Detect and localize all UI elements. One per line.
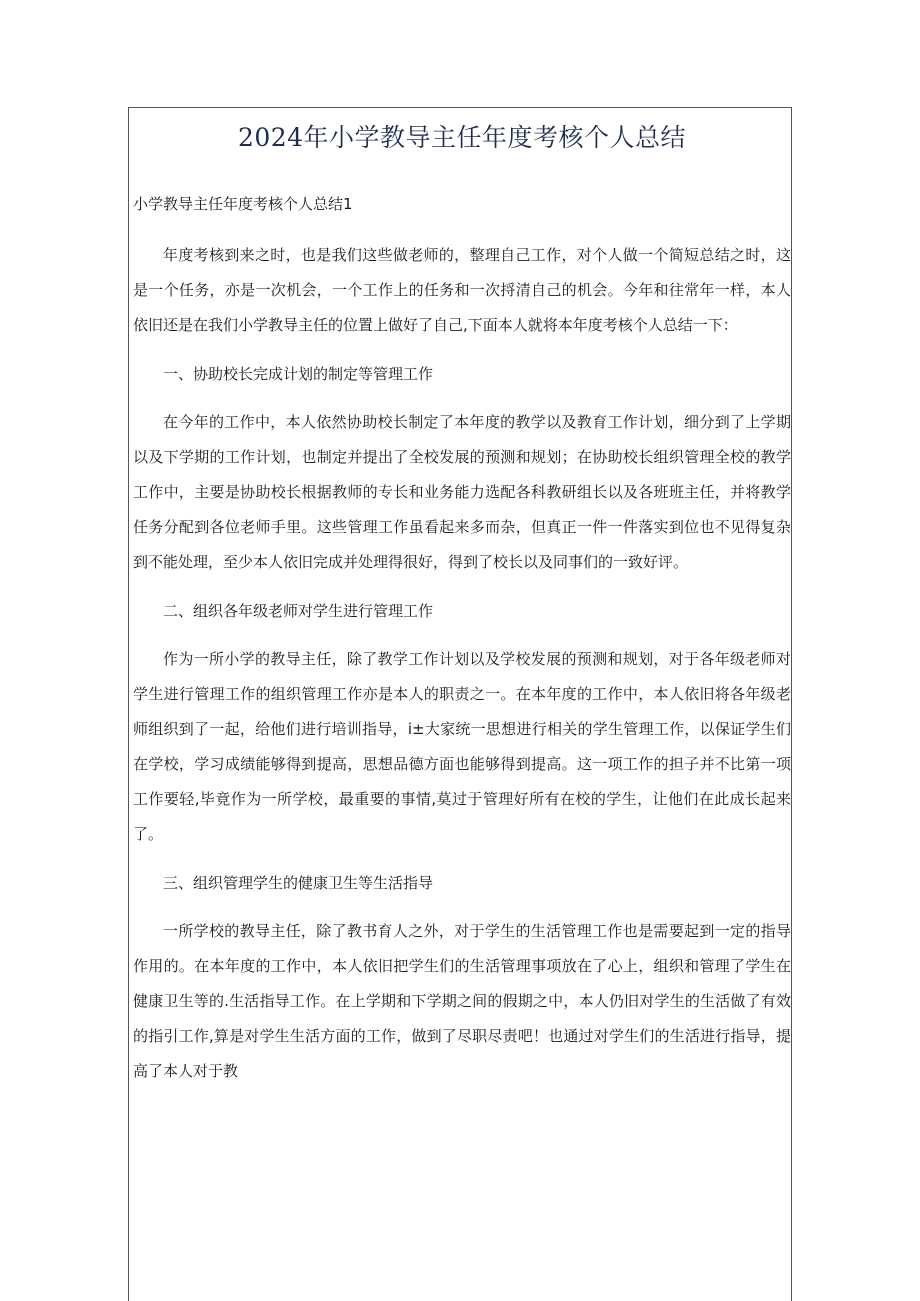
- section-2-body: 作为一所小学的教导主任，除了教学工作计划以及学校发展的预测和规划，对于各年级老师对学生进行管理工作的组织管理工作亦是本人的职责之一。在本年度的工作中，本人依旧将各年级老师组织到了一起，给他们进行培训指导，i±大家统一思想进行相关的学生管理工作，以保证学生们在学校，学习成绩能够得到提高，思想品德方面也能够得到提高。这一项工作的担子并不比第一项工作要轻,毕竟作为一所学校，最重要的事情,莫过于管理好所有在校的学生，让他们在此成长起来了。: [133, 650, 791, 843]
- section-3-body: 一所学校的教导主任，除了教书育人之外，对于学生的生活管理工作也是需要起到一定的指导作用的。在本年度的工作中，本人依旧把学生们的生活管理事项放在了心上，组织和管理了学生在健康卫生等的.生活指导工作。在上学期和下学期之间的假期之中，本人仍旧对学生的生活做了有效的指引工作,算是对学生生活方面的工作，做到了尽职尽责吧！也通过对学生们的生活进行指导，提高了本人对于教: [133, 922, 791, 1080]
- document-subtitle: 小学教导主任年度考核个人总结1: [133, 195, 353, 213]
- intro-paragraph: 年度考核到来之时，也是我们这些做老师的，整理自己工作，对个人做一个简短总结之时，这是一个任务，亦是一次机会，一个工作上的任务和一次捋清自己的机会。今年和往常年一样，本人依旧还是在我们小学教导主任的位置上做好了自己,下面本人就将本年度考核个人总结一下：: [133, 246, 791, 334]
- section-3-heading: 三、组织管理学生的健康卫生等生活指导: [163, 874, 434, 892]
- document-body: [133, 107, 791, 1089]
- section-1-heading: 一、协助校长完成计划的制定等管理工作: [163, 365, 434, 383]
- section-1-body: 在今年的工作中，本人依然协助校长制定了本年度的教学以及教育工作计划，细分到了上学期以及下学期的工作计划，也制定并提出了全校发展的预测和规划；在协助校长组织管理全校的教学工作中，主要是协助校长根据教师的专长和业务能力选配各科教研组长以及各班班主任，并将教学任务分配到各位老师手里。这些管理工作虽看起来多而杂，但真正一件一件落实到位也不见得复杂到不能处理，至少本人依旧完成并处理得很好，得到了校长以及同事们的一致好评。: [133, 413, 791, 571]
- section-2-heading: 二、组织各年级老师对学生进行管理工作: [163, 602, 434, 620]
- document-title: 2024年小学教导主任年度考核个人总结: [237, 123, 687, 152]
